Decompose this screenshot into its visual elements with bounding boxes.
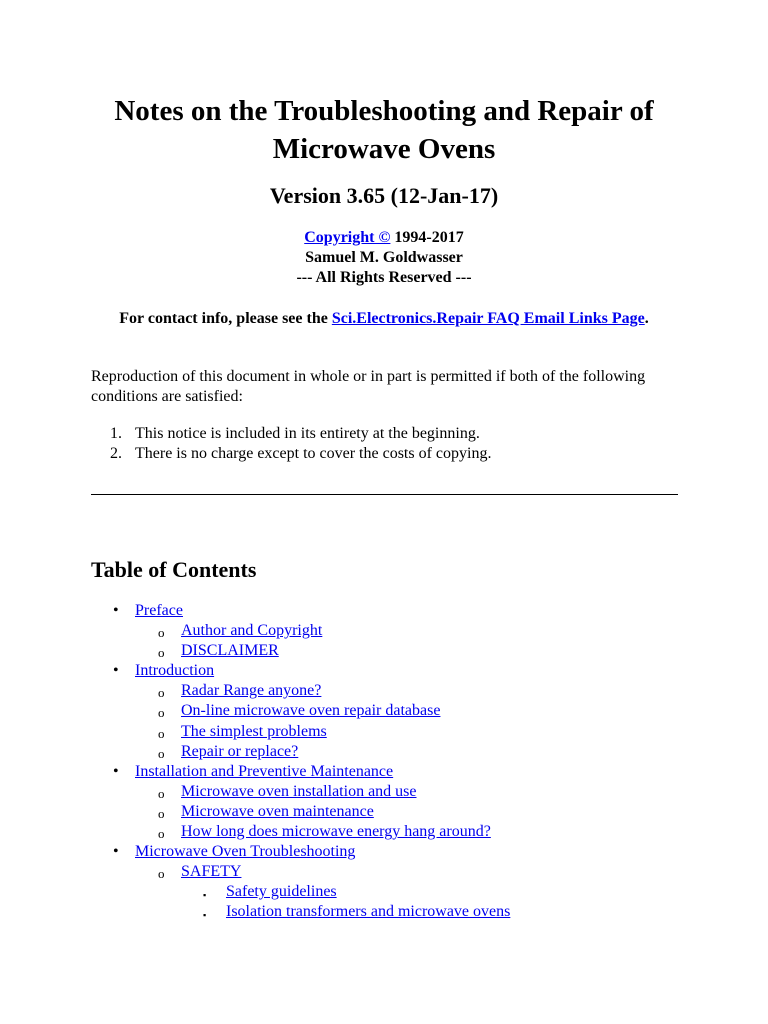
copyright-years: 1994-2017 — [390, 229, 464, 246]
bullet-icon: • — [113, 762, 119, 780]
version-heading: Version 3.65 (12-Jan-17) — [269, 183, 499, 208]
toc-link[interactable]: Repair or replace? — [181, 742, 299, 760]
toc-link[interactable]: Preface — [135, 602, 183, 619]
toc-link[interactable]: Microwave oven maintenance — [181, 802, 374, 820]
contact-suffix: . — [644, 310, 649, 327]
condition-item — [0, 424, 491, 444]
toc-link[interactable]: Author and Copyright — [181, 622, 323, 640]
condition-item — [0, 444, 491, 464]
condition-number: 1. — [110, 425, 122, 442]
rights-reserved: --- All Rights Reserved --- — [296, 269, 472, 286]
conditions-list — [0, 424, 491, 464]
toc-link[interactable]: Isolation transformers and microwave ovens — [226, 903, 511, 921]
title-line-2: Microwave Ovens — [272, 133, 496, 165]
toc-link[interactable]: How long does microwave energy hang around? — [181, 823, 491, 841]
condition-number: 2. — [110, 445, 122, 462]
condition-text: This notice is included in its entirety at the beginning. — [135, 425, 480, 442]
bullet-icon: o — [158, 745, 165, 761]
bullet-icon: o — [158, 705, 165, 721]
contact-prefix: For contact info, please see the — [119, 310, 332, 327]
bullet-icon: o — [158, 785, 165, 801]
toc-link[interactable]: SAFETY — [181, 863, 242, 881]
bullet-icon: • — [113, 602, 119, 619]
bullet-icon: ▪ — [203, 890, 207, 901]
bullet-icon: o — [158, 805, 165, 821]
page-title — [0, 92, 768, 168]
author-name: Samuel M. Goldwasser — [305, 249, 463, 266]
bullet-icon: ▪ — [203, 910, 207, 921]
condition-text: There is no charge except to cover the costs of copying. — [135, 445, 492, 462]
bullet-icon: • — [113, 843, 119, 861]
bullet-icon: o — [158, 866, 165, 882]
contact-info — [0, 309, 768, 329]
toc-link[interactable]: Microwave oven installation and use — [181, 782, 417, 800]
bullet-icon: o — [158, 685, 165, 701]
toc-link[interactable]: Safety guidelines — [226, 883, 337, 901]
toc-link[interactable]: Radar Range anyone? — [181, 682, 322, 700]
toc-link[interactable]: Introduction — [135, 662, 215, 680]
bullet-icon: o — [158, 645, 165, 661]
title-line-1: Notes on the Troubleshooting and Repair of — [114, 95, 654, 127]
bullet-icon: • — [113, 662, 119, 680]
copyright-block — [0, 228, 768, 288]
bullet-icon: o — [158, 826, 165, 842]
copyright-link[interactable]: Copyright © — [304, 229, 391, 246]
bullet-icon: o — [158, 625, 165, 641]
horizontal-divider — [91, 494, 678, 495]
bullet-icon: o — [158, 725, 165, 741]
toc-link[interactable]: DISCLAIMER — [181, 642, 279, 660]
faq-email-links-link[interactable]: Sci.Electronics.Repair FAQ Email Links Page — [331, 310, 645, 327]
toc-link[interactable]: Installation and Preventive Maintenance — [135, 762, 394, 780]
toc-link[interactable]: On-line microwave oven repair database — [181, 702, 441, 720]
toc-heading: Table of Contents — [91, 557, 257, 582]
reproduction-notice: Reproduction of this document in whole or in part is permitted if both of the following conditions are satisfied: — [91, 368, 646, 405]
toc-link[interactable]: Microwave Oven Troubleshooting — [135, 843, 356, 861]
toc-link[interactable]: The simplest problems — [181, 722, 327, 740]
